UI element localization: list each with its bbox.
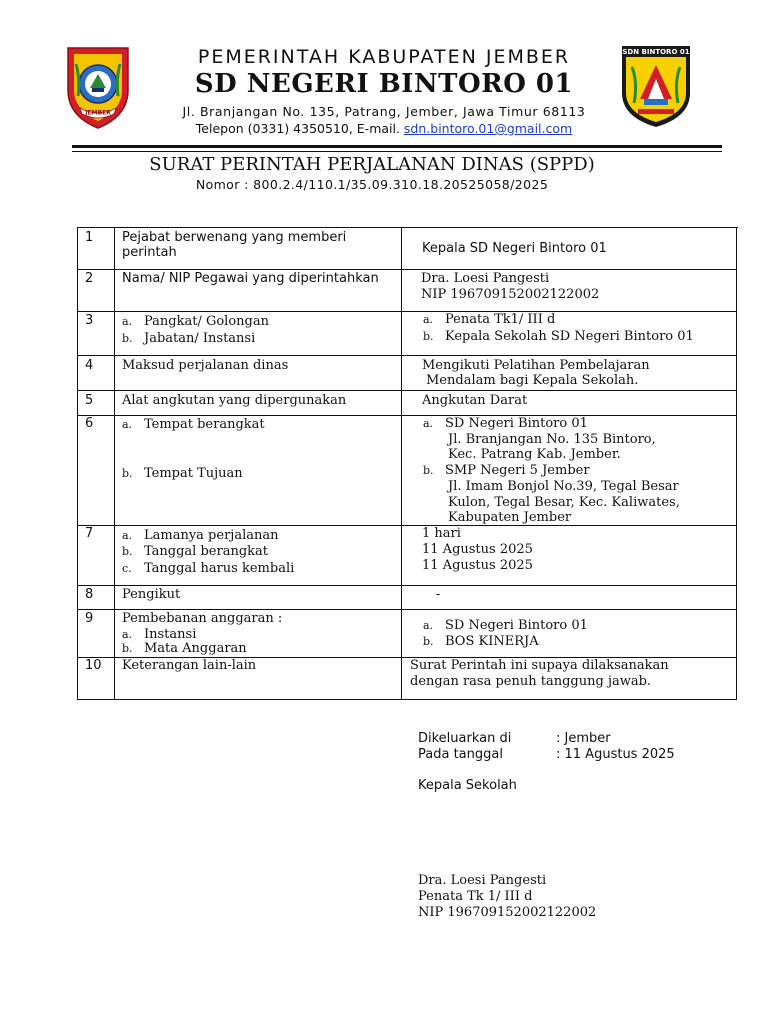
row-value: Angkutan Darat [422,393,528,408]
row-number: 7 [85,526,94,541]
signer-name: Dra. Loesi Pangesti [418,873,547,888]
row-label: Instansi [144,627,197,642]
row-value: NIP 196709152002122002 [421,287,600,302]
phone-text: Telepon (0331) 4350510, E-mail. [195,121,404,136]
school-name: SD NEGERI BINTORO 01 [194,69,574,99]
row-number: 4 [85,358,94,373]
government-heading: PEMERINTAH KABUPATEN JEMBER [197,46,571,68]
row-number: 10 [85,658,102,673]
row-label: Maksud perjalanan dinas [122,358,289,373]
row-label: Alat angkutan yang dipergunakan [122,393,347,408]
row-number: 8 [85,587,94,602]
row-label: Pengikut [122,587,181,602]
signer-position: Kepala Sekolah [418,778,517,793]
row-value: Kepala Sekolah SD Negeri Bintoro 01 [445,329,694,344]
row-label: Mata Anggaran [144,641,247,656]
row-value: Kabupaten Jember [448,510,572,525]
document-number: Nomor : 800.2.4/110.1/35.09.310.18.20525058/2025 [195,177,549,192]
item-mark: b. [423,464,434,477]
table-row [78,415,737,526]
table-row [78,525,737,586]
row-value: SD Negeri Bintoro 01 [445,618,588,633]
sppd-table [77,227,738,700]
row-value: 1 hari [422,526,461,541]
item-mark: b. [122,545,133,558]
row-label: Tanggal berangkat [144,544,268,559]
item-mark: a. [122,418,133,431]
item-mark: c. [122,562,132,575]
table-row [78,355,737,391]
row-value: Kepala SD Negeri Bintoro 01 [422,241,607,256]
row-label: Nama/ NIP Pegawai yang diperintahkan [122,271,379,286]
row-value: - [436,587,441,602]
table-row [78,269,737,312]
item-mark: b. [122,332,133,345]
contact-line [0,121,768,136]
row-value: BOS KINERJA [445,634,539,649]
issued-at-label: Dikeluarkan di [418,731,512,746]
table-row [78,311,737,356]
row-label: Keterangan lain-lain [122,658,257,673]
item-mark: a. [122,315,133,328]
item-mark: a. [122,628,133,641]
row-number: 9 [85,611,94,626]
header-divider-thin [72,151,722,152]
signer-rank: Penata Tk 1/ III d [418,889,533,904]
item-mark: b. [122,642,133,655]
issue-date-label: Pada tanggal [418,747,503,762]
row-value: Kulon, Tegal Besar, Kec. Kaliwates, [448,495,680,510]
table-row [78,609,737,658]
row-value: 11 Agustus 2025 [422,542,533,557]
row-value: Kec. Patrang Kab. Jember. [448,447,621,462]
row-label: Pangkat/ Golongan [144,314,269,329]
row-number: 1 [85,230,94,245]
row-value: 11 Agustus 2025 [422,558,533,573]
row-value: Mengikuti Pelatihan Pembelajaran [422,358,650,373]
row-label: Tanggal harus kembali [144,561,295,576]
signer-nip: NIP 196709152002122002 [418,905,597,920]
row-label: Lamanya perjalanan [144,528,279,543]
row-number: 3 [85,313,94,328]
issue-date-value: : 11 Agustus 2025 [556,747,675,762]
table-row [78,228,737,270]
row-number: 2 [85,271,94,286]
item-mark: b. [423,635,434,648]
item-mark: a. [122,529,133,542]
item-mark: b. [423,330,434,343]
row-label: Jabatan/ Instansi [144,331,256,346]
table-row [78,585,737,610]
item-mark: a. [423,417,434,430]
left-logo-text: JEMBER [85,109,111,117]
row-label: Tempat Tujuan [144,466,243,481]
header-divider-thick [72,145,722,148]
row-value: Surat Perintah ini supaya dilaksanakan [410,658,669,673]
row-value: SD Negeri Bintoro 01 [445,416,588,431]
row-label: perintah [122,245,177,260]
document-title: SURAT PERINTAH PERJALANAN DINAS (SPPD) [149,154,595,175]
row-label: Pejabat berwenang yang memberi [122,230,347,245]
email-link[interactable]: sdn.bintoro.01@gmail.com [403,121,573,136]
row-label: Tempat berangkat [144,417,265,432]
row-value: dengan rasa penuh tanggung jawab. [410,674,652,689]
row-value: Jl. Branjangan No. 135 Bintoro, [448,432,656,447]
row-value: SMP Negeri 5 Jember [445,463,590,478]
item-mark: a. [423,619,434,632]
row-value: Penata Tk1/ III d [445,312,556,327]
item-mark: b. [122,467,133,480]
row-label: Pembebanan anggaran : [122,611,283,626]
table-row [78,390,737,416]
table-row [78,657,737,700]
row-value: Dra. Loesi Pangesti [421,271,550,286]
row-number: 5 [85,393,94,408]
row-value: Mendalam bagi Kepala Sekolah. [426,373,639,388]
item-mark: a. [423,313,434,326]
school-address: Jl. Branjangan No. 135, Patrang, Jember, Jawa Timur 68113 [182,104,586,119]
row-value: Jl. Imam Bonjol No.39, Tegal Besar [448,479,679,494]
issued-at-value: : Jember [556,731,611,746]
right-logo-text: SDN BINTORO 01 [622,48,690,56]
row-number: 6 [85,416,94,431]
